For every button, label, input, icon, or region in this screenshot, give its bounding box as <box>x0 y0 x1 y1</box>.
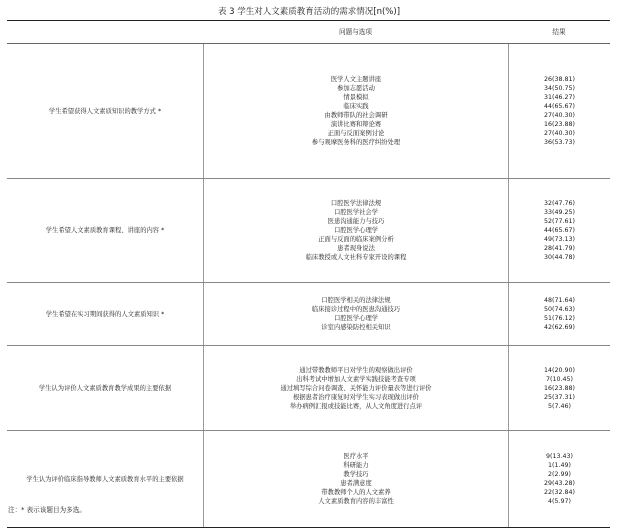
option-value: 50(74.63) <box>544 306 575 313</box>
option-label: 科研能力 <box>343 462 369 469</box>
group-options <box>203 346 508 430</box>
option-value: 29(43.28) <box>544 480 575 487</box>
option-label: 诊室内感染防控相关知识 <box>321 324 391 331</box>
option-label: 口腔医学社会学 <box>333 209 379 216</box>
option-value: 5(7.46) <box>548 402 571 410</box>
table-caption: 表 3 学生对人文素质教育活动的需求情况[n(%)] <box>217 7 401 17</box>
option-value: 33(49.25) <box>544 209 575 216</box>
group-results <box>508 346 610 430</box>
option-value: 34(50.75) <box>544 85 575 92</box>
option-value: 25(37.31) <box>544 393 575 401</box>
group-results <box>508 179 610 282</box>
option-label: 教学技巧 <box>343 471 369 478</box>
group-options <box>203 44 508 178</box>
option-label: 由教师带队的社会调研 <box>324 112 388 119</box>
option-value: 7(10.45) <box>546 375 573 383</box>
table-footnote: 注：* 表示该题目为多选。 <box>8 506 86 514</box>
option-value: 4(5.97) <box>548 498 571 505</box>
table-header-row <box>7 21 610 44</box>
option-value: 31(46.27) <box>544 94 575 101</box>
group-question: 学生认为评价临床指导教师人文素质教育水平的主要依据 <box>26 475 184 483</box>
option-label: 临床接诊过程中的医患沟通技巧 <box>311 306 401 313</box>
option-label: 口腔医学心理学 <box>333 227 379 234</box>
group-question: 学生希望人文素质教育课程、讲座的内容 * <box>45 227 165 234</box>
option-label: 举办病例汇报或技能比赛，从人文角度进行点评 <box>289 402 423 410</box>
option-value: 36(53.73) <box>544 139 575 146</box>
option-label: 根据患者治疗康复时对学生实习表现做出评价 <box>293 393 419 401</box>
option-label: 医患沟通能力与技巧 <box>327 218 385 225</box>
group-results <box>508 431 610 527</box>
header-result: 结果 <box>552 27 566 36</box>
group-options <box>203 179 508 282</box>
option-value: 48(71.64) <box>544 297 575 304</box>
option-value: 1(1.49) <box>548 462 571 469</box>
option-value: 16(23.88) <box>544 384 575 392</box>
option-label: 情景模拟 <box>343 94 369 101</box>
option-label: 口腔医学法律法规 <box>330 200 382 207</box>
option-value: 2(2.99) <box>548 471 571 478</box>
option-value: 51(76.12) <box>544 315 575 322</box>
option-value: 9(13.43) <box>546 453 573 460</box>
option-value: 42(62.69) <box>544 324 575 331</box>
option-label: 临床实践 <box>343 103 369 110</box>
needs-table <box>7 20 610 528</box>
option-label: 医疗水平 <box>343 453 369 460</box>
group-results <box>508 283 610 345</box>
option-label: 口腔医学相关的法律法规 <box>321 297 391 304</box>
option-label: 正面与反面的临床案例分析 <box>318 236 394 243</box>
option-value: 30(44.78) <box>544 254 575 261</box>
header-question: 问题与选项 <box>339 27 372 36</box>
option-label: 口腔医学心理学 <box>333 315 379 322</box>
option-label: 通过带教教师平日对学生的观察做出评价 <box>299 366 413 374</box>
group-question: 学生认为评价人文素质教育教学成果的主要依据 <box>38 384 172 392</box>
option-value: 22(32.84) <box>544 489 575 496</box>
group-results <box>508 44 610 178</box>
table-group <box>7 283 610 346</box>
option-label: 带教教师个人的人文素养 <box>321 489 391 496</box>
option-label: 参与观摩医务科的医疗纠纷处理 <box>311 139 401 146</box>
option-label: 临床教授或人文社科专家开设的课程 <box>305 254 407 261</box>
option-value: 44(65.67) <box>544 227 575 234</box>
table-group <box>7 346 610 431</box>
option-label: 正面与反面案例讨论 <box>327 130 385 137</box>
table-group <box>7 179 610 283</box>
option-value: 27(40.30) <box>544 112 575 119</box>
group-question: 学生希望获得人文素质知识的教学方式 * <box>48 107 162 115</box>
option-label: 出科考试中增加人文素学实践技能考查专项 <box>296 375 416 383</box>
option-value: 16(23.88) <box>544 121 575 128</box>
option-value: 27(40.30) <box>544 130 575 137</box>
option-value: 14(20.90) <box>544 366 575 374</box>
table-group <box>7 431 610 527</box>
group-question: 学生希望在实习期间获得的人文素质知识 * <box>45 310 165 318</box>
option-label: 演讲比赛和辩论赛 <box>330 121 382 128</box>
option-value: 28(41.79) <box>544 245 575 252</box>
group-options <box>203 283 508 345</box>
option-value: 44(65.67) <box>544 103 575 110</box>
option-value: 32(47.76) <box>544 200 575 207</box>
option-value: 49(73.13) <box>544 236 575 243</box>
option-label: 患者现身说法 <box>337 245 375 252</box>
group-options <box>203 431 508 527</box>
option-label: 患者满意度 <box>340 480 372 487</box>
option-value: 52(77.61) <box>544 218 575 225</box>
option-label: 医学人文主题讲座 <box>330 76 382 83</box>
table-group <box>7 44 610 179</box>
option-label: 参加志愿活动 <box>337 85 375 92</box>
option-label: 通过填写综合问卷调查、关怀能力评价量表等进行评价 <box>280 384 432 392</box>
option-value: 26(38.81) <box>544 76 575 83</box>
option-label: 人文素质教育内容的丰富性 <box>318 498 394 505</box>
